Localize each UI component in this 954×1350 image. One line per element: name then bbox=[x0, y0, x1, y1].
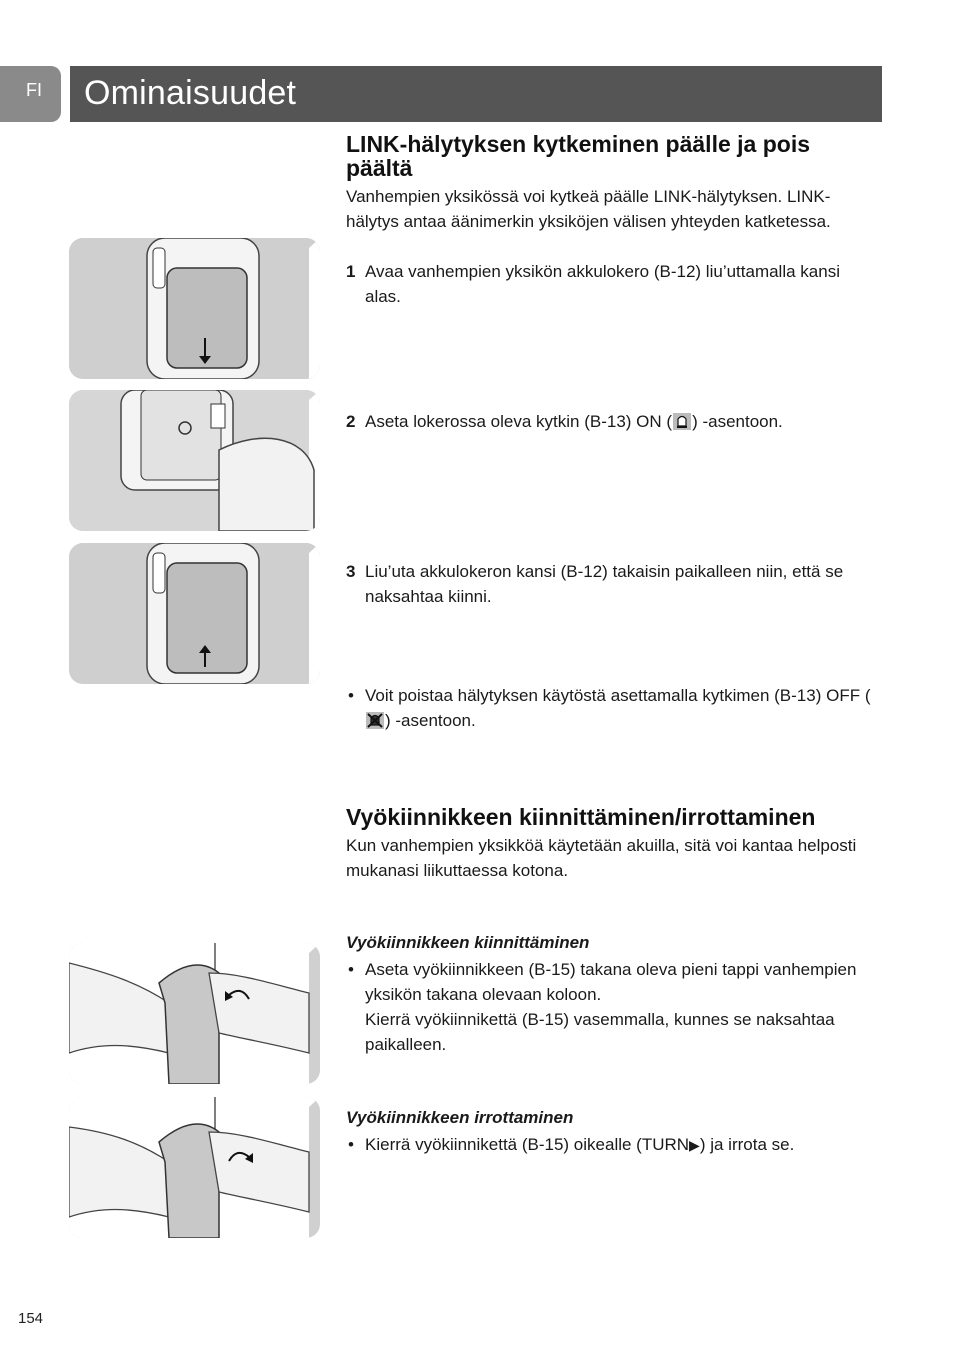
bullet-text-after: ) -asentoon. bbox=[385, 711, 476, 730]
bullet-disable-alarm bbox=[346, 683, 876, 733]
step-3 bbox=[346, 559, 866, 609]
illustration-detach-belt-clip bbox=[69, 1097, 320, 1238]
step-text-after: ) -asentoon. bbox=[692, 412, 783, 431]
step-number: 2 bbox=[346, 412, 356, 431]
bullet-attach bbox=[346, 957, 876, 1057]
step-text: Avaa vanhempien yksikön akkulokero (B-12) liu’uttamalla kansi alas. bbox=[365, 262, 840, 306]
language-code: FI bbox=[26, 80, 42, 100]
detach-text-after: ) ja irrota se. bbox=[699, 1135, 795, 1154]
bullet-marker: • bbox=[348, 1135, 354, 1154]
section-link-alarm bbox=[346, 132, 882, 234]
step-number: 1 bbox=[346, 262, 356, 281]
step-text-before: Aseta lokerossa oleva kytkin (B-13) ON ( bbox=[365, 412, 673, 431]
bullet-text-before: Voit poistaa hälytyksen käytöstä asettamalla kytkimen (B-13) OFF ( bbox=[365, 686, 871, 705]
bullet-marker: • bbox=[348, 960, 354, 979]
attach-line-2: Kierrä vyökiinnikettä (B-15) vasemmalla, kunnes se naksahtaa paikalleen. bbox=[365, 1010, 835, 1054]
section-belt-clip bbox=[346, 805, 882, 883]
bullet-marker: • bbox=[348, 686, 354, 705]
illustration-close-battery-cover bbox=[69, 543, 320, 684]
section-intro-link-alarm: Vanhempien yksikössä voi kytkeä päälle LINK-hälytyksen. LINK-hälytys antaa äänimerkin yksiköjen välisen yhteyden katketessa. bbox=[346, 187, 831, 231]
illustration-attach-belt-clip bbox=[69, 943, 320, 1084]
bullet-text bbox=[365, 957, 876, 1057]
subheading-detach: Vyökiinnikkeen irrottaminen bbox=[346, 1108, 574, 1127]
section-heading-belt-clip: Vyökiinnikkeen kiinnittäminen/irrottaminen bbox=[346, 804, 816, 830]
bullet-detach bbox=[346, 1132, 876, 1158]
step-text bbox=[365, 409, 866, 434]
step-1 bbox=[346, 259, 866, 309]
subheading-attach: Vyökiinnikkeen kiinnittäminen bbox=[346, 933, 590, 952]
step-2 bbox=[346, 409, 866, 434]
bullet-text bbox=[365, 683, 876, 733]
language-tab bbox=[0, 66, 61, 122]
bell-on-icon bbox=[673, 413, 691, 430]
illustration-set-switch bbox=[69, 390, 320, 531]
bell-off-icon bbox=[366, 712, 384, 729]
bullet-text bbox=[365, 1132, 876, 1158]
section-intro-belt-clip: Kun vanhempien yksikköä käytetään akuilla, sitä voi kantaa helposti mukanasi liikuttaessa kotona. bbox=[346, 836, 857, 880]
header-bar bbox=[70, 66, 882, 122]
section-heading-link-alarm: LINK-hälytyksen kytkeminen päälle ja pois päältä bbox=[346, 131, 810, 181]
page-title: Ominaisuudet bbox=[84, 74, 297, 112]
step-text: Liu’uta akkulokeron kansi (B-12) takaisin paikalleen niin, että se naksahtaa kiinni. bbox=[365, 562, 844, 606]
page-number: 154 bbox=[18, 1310, 44, 1327]
turn-arrow-icon: ▶ bbox=[689, 1137, 700, 1153]
detach-text-before: Kierrä vyökiinnikettä (B-15) oikealle (TURN bbox=[365, 1135, 690, 1154]
illustration-open-battery-cover bbox=[69, 238, 320, 379]
attach-line-1: Aseta vyökiinnikkeen (B-15) takana oleva pieni tappi vanhempien yksikön takana olevaan koloon. bbox=[365, 960, 857, 1004]
step-number: 3 bbox=[346, 562, 356, 581]
